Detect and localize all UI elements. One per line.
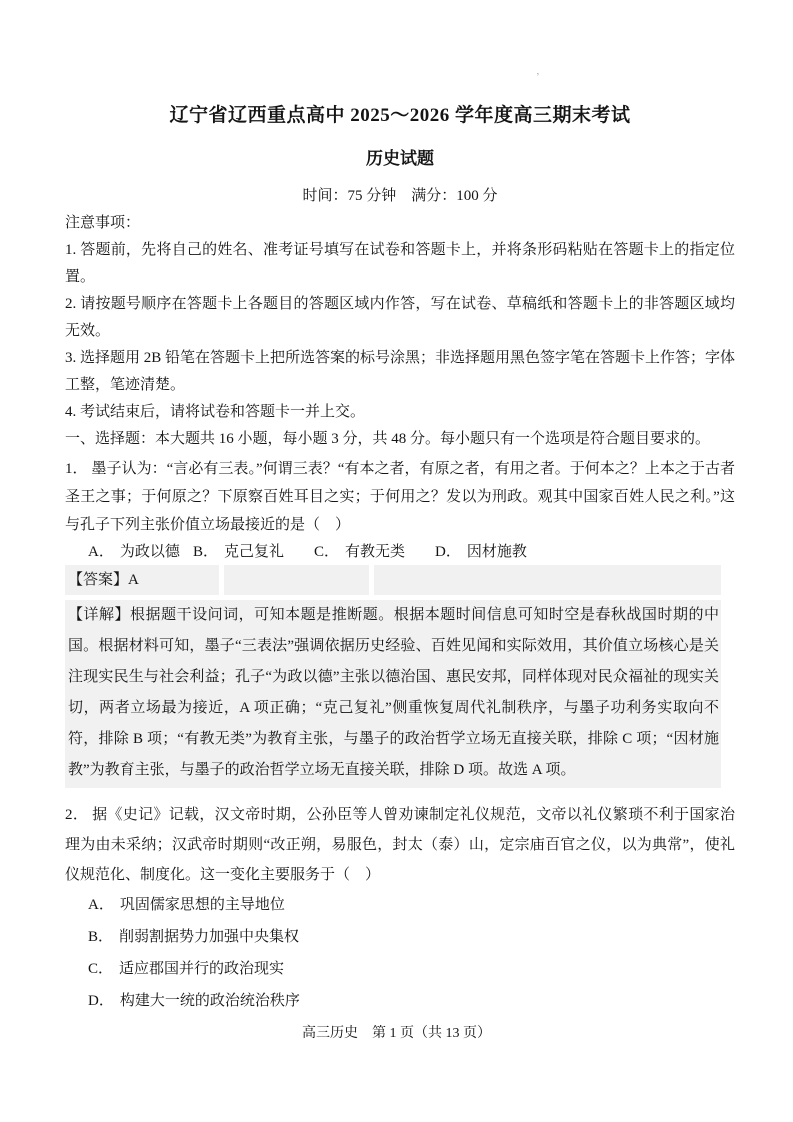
answer-value: A <box>128 572 139 588</box>
question-1-options <box>65 539 735 565</box>
answer-label: 【答案】 <box>68 572 129 588</box>
analysis-text: 根据题干设问词，可知本题是推断题。根据本题时间信息可知时空是春秋战国时期的中国。根据材料可知，墨子“三表法”强调依据历史经验、百姓见闻和实际效用，其价值立场核心是关注现实民生与社会利益；孔子“为政以德”主张以德治国、惠民安邦，同样体现对民众福祉的现实关切，两者立场最为接近，A 项正确；“克己复礼”侧重恢复周代礼制秩序，与墨子功利务实取向不符，排除 B 项；“有教无类”为教育主张，与墨子的政治哲学立场无直接关联，排除 C 项；“因材施教”为教育主张，与墨子的政治哲学立场无直接关联，排除 D 项。故选 A 项。 <box>68 607 719 778</box>
option-d-text: 构建大一统的政治统治秩序 <box>119 993 300 1009</box>
question-1-number: 1． <box>65 461 88 477</box>
question-2-text: 据《史记》记载，汉文帝时期，公孙臣等人曾劝谏制定礼仪规范，文帝以礼仪繁琐不利于国家治理为由未采纳；汉武帝时期则“改正朔，易服色，封太（泰）山，定宗庙百官之仪，以为典常”，使礼仪规范化、制度化。这一变化主要服务于（ ） <box>65 807 735 883</box>
question-2-option-c <box>65 954 735 984</box>
option-b-text: 克己复礼 <box>224 544 285 560</box>
notice-section <box>65 210 735 426</box>
highlight-gap <box>369 565 374 595</box>
exam-title: 辽宁省辽西重点高中 2025～2026 学年度高三期末考试 <box>169 105 631 126</box>
exam-subject-title: 历史试题 <box>366 149 434 168</box>
question-1-text: 墨子认为：“言必有三表。”何谓三表？“有本之者，有原之者，有用之者。于何本之？上本之于古者圣王之事；于何原之？下原察百姓耳目之实；于何用之？发以为刑政。观其中国家百姓人民之利。”这与孔子下列主张价值立场最接近的是（ ） <box>65 461 735 533</box>
option-c-label: C． <box>314 544 340 560</box>
question-2-option-b <box>65 922 735 952</box>
option-c-label: C． <box>88 961 114 977</box>
question-2-options <box>65 890 735 1016</box>
option-c-text: 适应郡国并行的政治现实 <box>119 961 285 977</box>
time-score-line: 时间：75 分钟 满分：100 分 <box>302 188 498 204</box>
analysis-label: 【详解】 <box>68 607 131 623</box>
option-d-label: D． <box>88 993 114 1009</box>
question-2-stem <box>65 800 735 890</box>
option-b-text: 削弱割据势力加强中央集权 <box>119 929 300 945</box>
question-2-option-a <box>65 890 735 920</box>
notice-item-1: 1. 答题前，先将自己的姓名、准考证号填写在试卷和答题卡上，并将条形码粘贴在答题卡上的指定位置。 <box>65 242 735 285</box>
question-1-option-c <box>314 539 435 565</box>
option-b-label: B． <box>88 929 114 945</box>
option-c-text: 有教无类 <box>345 544 406 560</box>
notice-heading: 注意事项： <box>65 215 141 231</box>
stray-mark: ’ <box>536 71 540 83</box>
notice-item-4: 4. 考试结束后，请将试卷和答题卡一并上交。 <box>65 404 366 420</box>
highlight-gap <box>219 565 224 595</box>
page-footer: 高三历史 第 1 页（共 13 页） <box>302 1026 491 1041</box>
question-2-option-d <box>65 986 735 1016</box>
option-a-text: 巩固儒家思想的主导地位 <box>119 897 285 913</box>
analysis-paragraph <box>65 600 721 788</box>
question-2-number: 2． <box>65 807 89 823</box>
option-d-label: D． <box>435 544 461 560</box>
option-d-text: 因材施教 <box>466 544 527 560</box>
question-1-option-b <box>193 539 314 565</box>
question-1-option-d <box>435 539 527 565</box>
section-1-heading: 一、选择题：本大题共 16 小题，每小题 3 分，共 48 分。每小题只有一个选项是符合题目要求的。 <box>65 431 711 447</box>
option-a-text: 为政以德 <box>119 544 180 560</box>
option-b-label: B． <box>193 544 219 560</box>
question-1-answer-block <box>65 565 721 788</box>
question-1-option-a <box>88 539 193 565</box>
question-1-stem <box>65 455 735 539</box>
notice-item-3: 3. 选择题用 2B 铅笔在答题卡上把所选答案的标号涂黑；非选择题用黑色签字笔在答题卡上作答；字体工整，笔迹清楚。 <box>65 350 736 393</box>
option-a-label: A． <box>88 544 114 560</box>
answer-line <box>65 565 721 595</box>
notice-item-2: 2. 请按题号顺序在答题卡上各题目的答题区域内作答，写在试卷、草稿纸和答题卡上的非答题区域均无效。 <box>65 296 735 339</box>
option-a-label: A． <box>88 897 114 913</box>
